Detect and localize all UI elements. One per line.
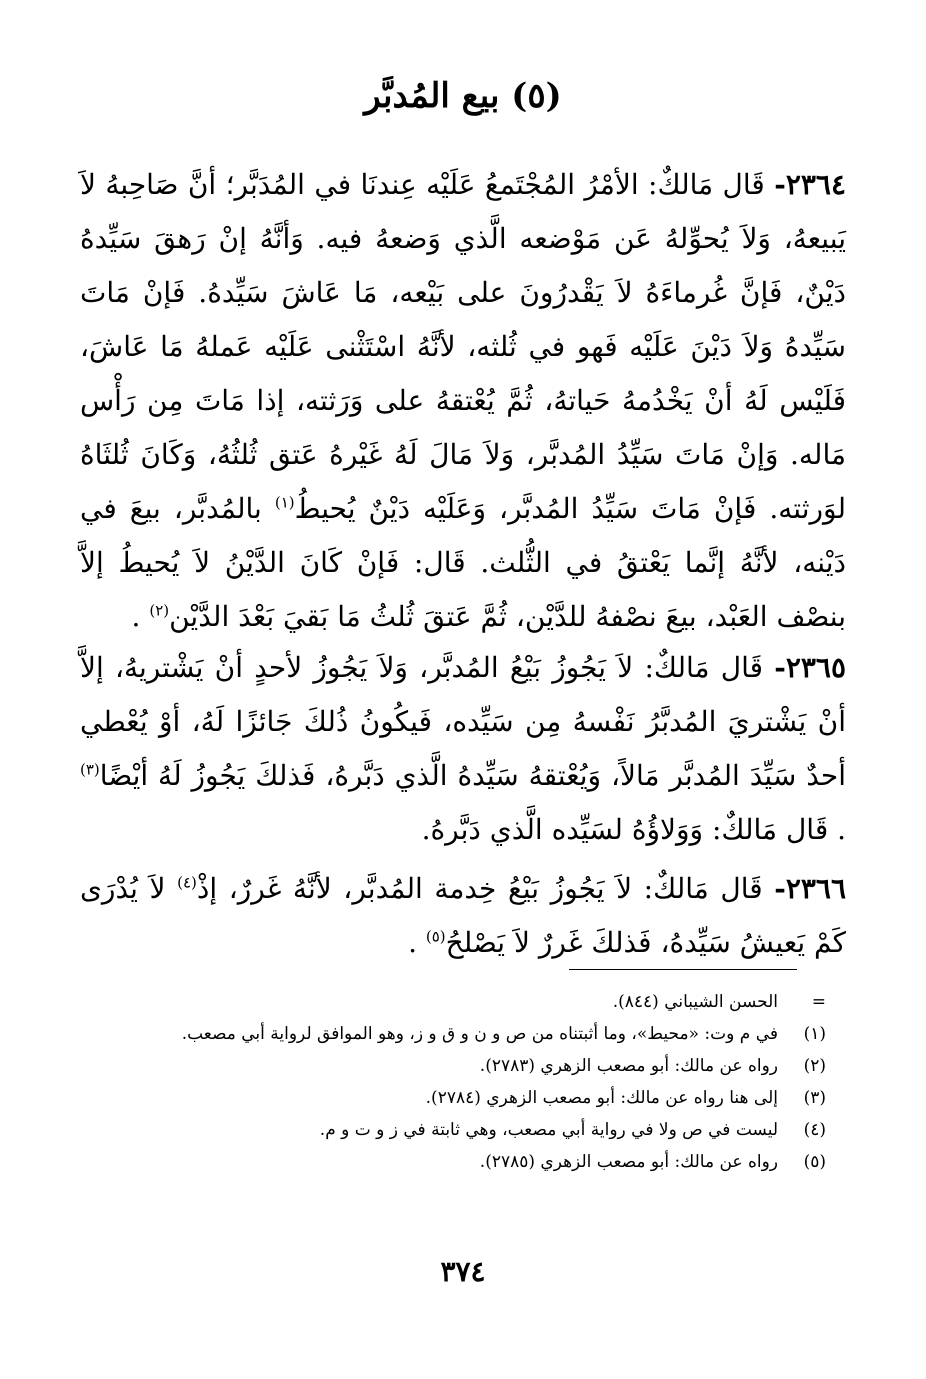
footnote-text: الحسن الشيباني (٨٤٤). [612, 992, 778, 1012]
footnote-text: رواه عن مالك: أبو مصعب الزهري (٢٧٨٥). [479, 1152, 778, 1172]
footnote-text: في م وت: «محيط»، وما أثبتناه من ص و ن و ق و ز، وهو الموافق لرواية أبي مصعب. [181, 1024, 778, 1044]
paragraph-text: قَال مَالكٌ: لاَ يَجُوزُ بَيْعُ المُدبَّر، وَلاَ يَجُوزُ لأحدٍ أنْ يَشْتريهُ، إلاَّ أنْ يَشْتريَ المُدبَّرُ نَفْسهُ مِن سَيِّده، فَيكُونُ ذُلكَ جَائزًا لَهُ، أوْ يُعْطي أحدٌ سَيِّدَ المُدبَّر مَالاً، وَيُعْتقهُ سَيِّدهُ الَّذي دَبَّرهُ، فَذلكَ يَجُوزُ لَهُ أيْضًا [80, 651, 846, 792]
paragraph-2366 [80, 862, 846, 970]
paragraph-number: ٢٣٦٥- [774, 651, 846, 684]
footnote-number: (٢) [803, 1056, 826, 1076]
footnotes [80, 986, 826, 1178]
paragraph-number: ٢٣٦٤- [774, 168, 846, 201]
footnote-ref-1[interactable]: (١) [274, 493, 295, 512]
paragraph-text-cont: لاَ يُدْرَى كَمْ يَعيشُ سَيِّدهُ، فَذلكَ غَررٌ لاَ يَصْلحُ [80, 872, 846, 959]
footnote-4 [80, 1114, 826, 1146]
paragraph-text: قَال مَالكٌ: الأمْرُ المُجْتَمعُ عَلَيْه عِندنَا في المُدَبَّر؛ أنَّ صَاحِبهُ لاَ يَبيعهُ، وَلاَ يُحوِّلهُ عَن مَوْضعه الَّذي وَضعهُ فيه. وَأنَّهُ إنْ رَهقَ سَيِّدهُ دَيْنٌ، فَإنَّ غُرماءَهُ لاَ يَقْدرُونَ على بَيْعه، مَا عَاشَ سَيِّدهُ. فَإنْ مَاتَ سَيِّدهُ وَلاَ دَيْنَ عَلَيْه فَهو في ثُلثه، لأنَّهُ اسْتَثْنى عَلَيْه عَملهُ مَا عَاشَ، فَلَيْس لَهُ أنْ يَخْدُمهُ حَياتهُ، ثُمَّ يُعْتقهُ على وَرَثته، إذا مَاتَ مِن رَأْس مَاله. وَإنْ مَاتَ سَيِّدُ المُدبَّر، وَلاَ مَالَ لَهُ غَيْرهُ عَتق ثُلثُهُ، وَكَانَ ثُلثَاهُ لوَرثته. فَإنْ مَاتَ سَيِّدُ المُدبَّر، وَعَلَيْه دَيْنٌ يُحيطُ [80, 168, 846, 525]
footnote-continuation [80, 986, 826, 1018]
footnote-ref-3[interactable]: (٣) [80, 760, 100, 779]
footnote-text: ليست في ص ولا في رواية أبي مصعب، وهي ثابتة في ز و ت و م. [319, 1120, 778, 1140]
paragraph-text-cont: . قَال مَالكٌ: وَوَلاؤُهُ لسَيِّده الَّذي دَبَّرهُ. [421, 813, 846, 846]
footnote-separator [569, 969, 797, 970]
footnote-text: رواه عن مالك: أبو مصعب الزهري (٢٧٨٣). [479, 1056, 778, 1076]
paragraph-text: قَال مَالكٌ: لاَ يَجُوزُ بَيْعُ خِدمة المُدبَّر، لأنَّهُ غَررٌ، إذْ [196, 872, 763, 905]
footnote-2 [80, 1050, 826, 1082]
paragraph-text-cont: بالمُدبَّر، بيعَ في دَيْنه، لأنَّهُ إنَّما يَعْتقُ في الثُّلث. قَال: فَإنْ كَانَ الدَّيْنُ لاَ يُحيطُ إلاَّ بنصْف العَبْد، بيعَ نصْفهُ للدَّيْن، ثُمَّ عَتقَ ثُلثُ مَا بَقيَ بَعْدَ الدَّيْن [80, 492, 846, 633]
paragraph-tail: . [408, 926, 426, 959]
page-number: ٣٧٤ [440, 1255, 486, 1288]
footnote-3 [80, 1082, 826, 1114]
continuation-marker: = [811, 992, 826, 1012]
paragraph-2365 [80, 641, 846, 857]
footnote-5 [80, 1146, 826, 1178]
footnote-1 [80, 1018, 826, 1050]
footnote-ref-4[interactable]: (٤) [177, 873, 197, 892]
footnote-text: إلى هنا رواه عن مالك: أبو مصعب الزهري (٢٧٨٤). [425, 1088, 778, 1108]
footnote-number: (٥) [803, 1152, 826, 1172]
footnote-number: (٤) [803, 1120, 826, 1140]
paragraph-2364 [80, 158, 846, 644]
footnote-ref-2[interactable]: (٢) [149, 601, 170, 620]
footnote-ref-5[interactable]: (٥) [425, 927, 446, 946]
paragraph-number: ٢٣٦٦- [774, 872, 846, 905]
footnote-number: (١) [803, 1024, 826, 1044]
paragraph-tail: . [131, 600, 150, 633]
footnote-number: (٣) [803, 1088, 826, 1108]
section-title: (٥) بيع المُدبَّر [364, 76, 562, 116]
